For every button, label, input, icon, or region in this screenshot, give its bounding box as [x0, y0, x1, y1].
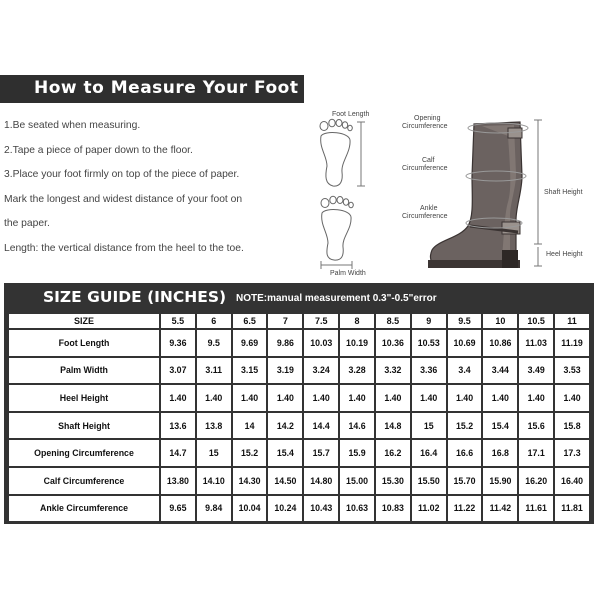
table-cell: 10.63 — [340, 496, 374, 522]
table-cell: 15.70 — [448, 468, 482, 494]
opening-label: Opening Circumference — [402, 115, 448, 130]
table-cell: 11.19 — [555, 330, 589, 356]
table-cell: 14.7 — [161, 440, 195, 466]
table-cell: 15.90 — [483, 468, 517, 494]
table-cell: 1.40 — [555, 385, 589, 411]
table-cell: 10.86 — [483, 330, 517, 356]
table-cell: 1.40 — [233, 385, 267, 411]
table-cell: 8.5 — [376, 314, 410, 328]
ankle-label: Ankle Circumference — [402, 205, 448, 220]
table-header-row — [9, 314, 589, 328]
table-cell: 3.4 — [448, 358, 482, 384]
table-cell: 16.20 — [519, 468, 553, 494]
table-row — [9, 330, 589, 356]
table-cell: 15.30 — [376, 468, 410, 494]
calf-label: Calf Circumference — [402, 157, 448, 172]
table-row — [9, 385, 589, 411]
table-cell: 1.40 — [340, 385, 374, 411]
table-cell: 14.30 — [233, 468, 267, 494]
foot-length-label: Foot Length — [332, 111, 370, 118]
table-cell: 15.50 — [412, 468, 446, 494]
table-cell: 3.36 — [412, 358, 446, 384]
table-cell: 15.8 — [555, 413, 589, 439]
foot-bottom-icon — [321, 196, 353, 260]
table-cell: 3.19 — [268, 358, 302, 384]
table-cell: 3.24 — [304, 358, 338, 384]
step-6: Length: the vertical distance from the heel to the toe. — [4, 242, 244, 254]
table-cell: 3.44 — [483, 358, 517, 384]
table-cell: 10.03 — [304, 330, 338, 356]
table-cell: 6 — [197, 314, 231, 328]
table-cell: 3.15 — [233, 358, 267, 384]
measure-banner — [0, 75, 600, 103]
table-cell: 17.1 — [519, 440, 553, 466]
size-guide — [4, 283, 594, 524]
row-label: Palm Width — [9, 358, 159, 384]
table-cell: 11.03 — [519, 330, 553, 356]
table-cell: 5.5 — [161, 314, 195, 328]
table-cell: 10.19 — [340, 330, 374, 356]
table-cell: 11.61 — [519, 496, 553, 522]
table-cell: 1.40 — [448, 385, 482, 411]
row-label: Foot Length — [9, 330, 159, 356]
table-cell: 11 — [555, 314, 589, 328]
table-cell: 14.6 — [340, 413, 374, 439]
table-cell: 15 — [412, 413, 446, 439]
table-cell: 10.83 — [376, 496, 410, 522]
table-row — [9, 413, 589, 439]
table-cell: 8 — [340, 314, 374, 328]
table-cell: 11.42 — [483, 496, 517, 522]
boot-icon — [428, 122, 522, 268]
table-cell: 14.8 — [376, 413, 410, 439]
table-row — [9, 468, 589, 494]
measure-steps — [4, 114, 299, 262]
table-cell: 3.28 — [340, 358, 374, 384]
step-5: the paper. — [4, 218, 50, 230]
step-2: 2.Tape a piece of paper down to the floor. — [4, 144, 193, 156]
table-cell: 15.2 — [233, 440, 267, 466]
table-cell: 15.00 — [340, 468, 374, 494]
table-cell: 16.2 — [376, 440, 410, 466]
table-cell: 9.86 — [268, 330, 302, 356]
table-cell: 10.04 — [233, 496, 267, 522]
table-cell: 9 — [412, 314, 446, 328]
table-cell: 7 — [268, 314, 302, 328]
table-cell: 9.5 — [448, 314, 482, 328]
banner-tab — [304, 75, 600, 103]
table-cell: 7.5 — [304, 314, 338, 328]
table-cell: 15.4 — [268, 440, 302, 466]
table-cell: 1.40 — [412, 385, 446, 411]
foot-diagram — [305, 106, 390, 281]
table-cell: 16.8 — [483, 440, 517, 466]
row-label: Heel Height — [9, 385, 159, 411]
table-cell: 9.69 — [233, 330, 267, 356]
shaft-height-label: Shaft Height — [544, 189, 583, 196]
table-cell: 9.36 — [161, 330, 195, 356]
size-guide-note: NOTE:manual measurement 0.3"-0.5"error — [236, 293, 437, 304]
table-cell: 16.40 — [555, 468, 589, 494]
table-cell: 1.40 — [268, 385, 302, 411]
table-cell: 3.32 — [376, 358, 410, 384]
table-cell: 16.6 — [448, 440, 482, 466]
table-cell: 14.10 — [197, 468, 231, 494]
foot-top-icon — [320, 119, 352, 186]
table-cell: 3.11 — [197, 358, 231, 384]
table-cell: 11.81 — [555, 496, 589, 522]
table-cell: 15.7 — [304, 440, 338, 466]
table-cell: 9.5 — [197, 330, 231, 356]
table-cell: 14.80 — [304, 468, 338, 494]
table-cell: 10.5 — [519, 314, 553, 328]
table-cell: 11.22 — [448, 496, 482, 522]
table-cell: 13.6 — [161, 413, 195, 439]
size-guide-header — [5, 284, 593, 311]
table-cell: 10.69 — [448, 330, 482, 356]
table-cell: 14.50 — [268, 468, 302, 494]
row-label: Shaft Height — [9, 413, 159, 439]
palm-width-label: Palm Width — [330, 270, 366, 277]
step-1: 1.Be seated when measuring. — [4, 120, 141, 131]
table-cell: 1.40 — [304, 385, 338, 411]
table-cell: 13.8 — [197, 413, 231, 439]
table-row — [9, 358, 589, 384]
table-cell: 14 — [233, 413, 267, 439]
table-cell: 3.53 — [555, 358, 589, 384]
table-cell: 9.84 — [197, 496, 231, 522]
boot-diagram — [398, 106, 598, 281]
table-row — [9, 496, 589, 522]
table-cell: 1.40 — [161, 385, 195, 411]
table-cell: 3.07 — [161, 358, 195, 384]
step-4: Mark the longest and widest distance of your foot on — [4, 193, 243, 205]
table-cell: 14.4 — [304, 413, 338, 439]
size-table — [7, 312, 591, 523]
row-label: Ankle Circumference — [9, 496, 159, 522]
table-cell: 15.6 — [519, 413, 553, 439]
table-cell: 10.43 — [304, 496, 338, 522]
table-cell: 10.36 — [376, 330, 410, 356]
table-cell: 15.4 — [483, 413, 517, 439]
table-cell: 9.65 — [161, 496, 195, 522]
table-cell: 15 — [197, 440, 231, 466]
table-cell: 10 — [483, 314, 517, 328]
table-cell: 13.80 — [161, 468, 195, 494]
table-cell: 15.2 — [448, 413, 482, 439]
heel-height-label: Heel Height — [546, 251, 583, 258]
table-cell: 1.40 — [197, 385, 231, 411]
table-cell: 10.53 — [412, 330, 446, 356]
row-label: SIZE — [9, 314, 159, 328]
step-3: 3.Place your foot firmly on top of the piece of paper. — [4, 169, 240, 181]
table-cell: 11.02 — [412, 496, 446, 522]
table-cell: 3.49 — [519, 358, 553, 384]
table-cell: 6.5 — [233, 314, 267, 328]
table-cell: 1.40 — [519, 385, 553, 411]
table-cell: 15.9 — [340, 440, 374, 466]
row-label: Opening Circumference — [9, 440, 159, 466]
size-guide-title: SIZE GUIDE (INCHES) — [43, 288, 227, 306]
table-cell: 16.4 — [412, 440, 446, 466]
measure-title: How to Measure Your Foot — [34, 78, 299, 98]
table-cell: 17.3 — [555, 440, 589, 466]
table-cell: 14.2 — [268, 413, 302, 439]
table-cell: 1.40 — [376, 385, 410, 411]
table-cell: 10.24 — [268, 496, 302, 522]
row-label: Calf Circumference — [9, 468, 159, 494]
table-cell: 1.40 — [483, 385, 517, 411]
table-row — [9, 440, 589, 466]
